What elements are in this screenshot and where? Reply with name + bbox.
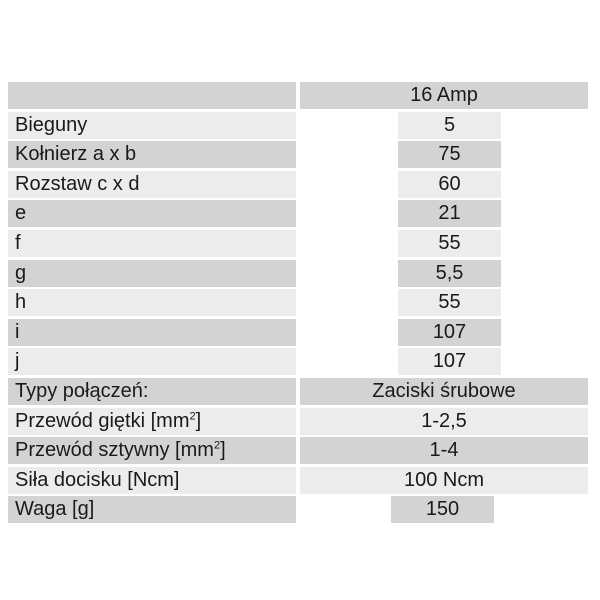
row-label: Siła docisku [Ncm]: [8, 467, 296, 494]
row-value: 5: [398, 112, 501, 139]
row-value: 107: [398, 348, 501, 375]
table-row: [8, 230, 588, 260]
row-label: j: [8, 348, 296, 375]
row-value: 1-4: [300, 437, 588, 464]
row-value: 5,5: [398, 260, 501, 287]
table-row: [8, 348, 588, 378]
row-value: 55: [398, 230, 501, 257]
row-label: i: [8, 319, 296, 346]
row-value: 75: [398, 141, 501, 168]
superscript: 2: [189, 409, 196, 422]
table-row: [8, 260, 588, 290]
header-label-cell: [8, 82, 296, 109]
row-value: 1-2,5: [300, 408, 588, 435]
row-value: 60: [398, 171, 501, 198]
table-row: [8, 200, 588, 230]
table-row: [8, 289, 588, 319]
table-row: [8, 467, 588, 497]
row-value: 150: [391, 496, 494, 523]
row-label: g: [8, 260, 296, 287]
row-label: [8, 437, 296, 464]
row-label: [8, 408, 296, 435]
row-label: Bieguny: [8, 112, 296, 139]
table-row: [8, 112, 588, 142]
table-row: [8, 378, 588, 408]
row-value: 107: [398, 319, 501, 346]
row-value: Zaciski śrubowe: [300, 378, 588, 405]
table-row: [8, 141, 588, 171]
row-value: 100 Ncm: [300, 467, 588, 494]
table-row: [8, 171, 588, 201]
table-row: [8, 496, 588, 526]
row-label: Kołnierz a x b: [8, 141, 296, 168]
row-value: 21: [398, 200, 501, 227]
header-amp-value: 16 Amp: [300, 82, 588, 109]
row-label: Waga [g]: [8, 496, 296, 523]
row-label: f: [8, 230, 296, 257]
label-text: ]: [195, 409, 202, 432]
label-text: Przewód giętki [mm: [15, 409, 190, 432]
row-label: h: [8, 289, 296, 316]
table-row: [8, 437, 588, 467]
spec-table: [8, 82, 588, 526]
table-row: [8, 408, 588, 438]
superscript: 2: [213, 439, 221, 452]
label-text: ]: [220, 439, 226, 462]
table-row: [8, 319, 588, 349]
row-value: 55: [398, 289, 501, 316]
row-label: Rozstaw c x d: [8, 171, 296, 198]
label-text: Przewód sztywny [mm: [15, 439, 214, 462]
row-label: e: [8, 200, 296, 227]
row-label: Typy połączeń:: [8, 378, 296, 405]
table-header-row: [8, 82, 588, 112]
